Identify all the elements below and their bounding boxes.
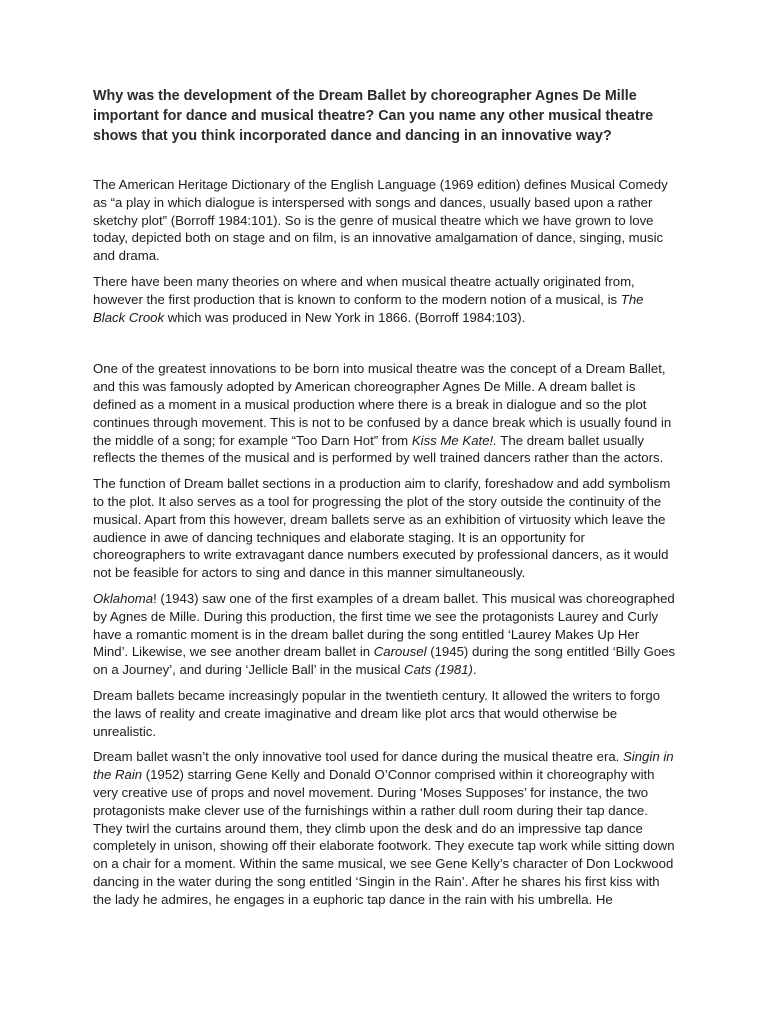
text-run: There have been many theories on where and when musical theatre actually originated from, however the first production that is known to conform to the modern notion of a musical, is — [93, 273, 635, 307]
text-run: . — [472, 662, 477, 678]
text-run: Dream ballet wasn’t the only innovative tool used for dance during the musical theatre era. — [93, 749, 623, 765]
italic-title: Carousel — [373, 644, 427, 660]
paragraph-singin-in-the-rain — [93, 748, 677, 908]
italic-title: Singin in the Rain — [93, 749, 674, 783]
paragraph-definition: The American Heritage Dictionary of the English Language (1969 edition) defines Musical Comedy as “a play in which dialogue is interspersed with songs and dances, usually based upon a rather sketchy plot” (Borroff 1984:101). So is the genre of musical theatre which we have grown to love today, depicted both on stage and on film, is an innovative amalgamation of dance, singing, music and drama. — [93, 177, 668, 264]
paragraph-popularity: Dream ballets became increasingly popular in the twentieth century. It allowed the writers to forgo the laws of reality and create imaginative and dream like plot arcs that would otherwise be unrealistic. — [93, 687, 661, 739]
section-gap — [93, 334, 677, 360]
text-run: The dream ballet usually reflects the themes of the musical and is performed by well trained dancers rather than the actors. — [93, 432, 664, 466]
italic-title: Cats (1981) — [404, 662, 473, 678]
text-run: One of the greatest innovations to be born into musical theatre was the concept of a Dream Ballet, and this was famously adopted by American choreographer Agnes De Mille. A dream ballet is defined as a moment in a musical production where there is a break in dialogue and so the plot continues through movement. This is not to be confused by a dance break which is usually found in the middle of a song; for example “Too Darn Hot” from — [93, 361, 672, 448]
italic-title: The Black Crook — [93, 291, 644, 325]
question-heading: Why was the development of the Dream Ballet by choreographer Agnes De Mille important for dance and musical theatre? Can you name any other musical theatre shows that you think incorporated dance and dancing in an innovative way? — [93, 88, 654, 144]
text-run: ! (1943) saw one of the first examples of a dream ballet. This musical was choreographed by Agnes de Mille. During this production, the first time we see the protagonists Laurey and Curly have a romantic moment is in the dream ballet during the song entitled ‘Laurey Makes Up Her Mind’. Likewise, we see another dream ballet in — [93, 590, 675, 660]
italic-title: Oklahoma — [93, 590, 154, 606]
paragraph-dream-ballet — [93, 360, 677, 467]
text-run: (1945) during the song entitled ‘Billy Goes on a Journey’, and during ‘Jellicle Ball’ in the musical — [93, 644, 676, 678]
paragraph-function: The function of Dream ballet sections in a production aim to clarify, foreshadow and add symbolism to the plot. It also serves as a tool for progressing the plot of the story outside the continuity of the musical. Apart from this however, dream ballets serve as an exhibition of virtuosity which leave the audience in awe of dancing techniques and elaborate staging. It is an opportunity for choreographers to write extravagant dance numbers executed by professional dancers, as it would not be feasible for actors to sing and dance in this manner simultaneously. — [93, 476, 671, 581]
text-run: which was produced in New York in 1866. (Borroff 1984:103). — [164, 309, 526, 325]
paragraph-origins — [93, 273, 677, 326]
text-run: (1952) starring Gene Kelly and Donald O’Connor comprised within it choreography with very creative use of props and novel movement. During ‘Moses Supposes’ for instance, the two protagonists make clever use of the furnishings within a rather dull room during their tap dance. They twirl the curtains around them, they climb upon the desk and do an impressive tap dance completely in unison, showing off their elaborate footwork. They execute tap work while sitting down on a chair for a moment. Within the same musical, we see Gene Kelly’s character of Don Lockwood dancing in the water during the song entitled ‘Singin in the Rain’. After he shares his first kiss with the lady he admires, he engages in a euphoric tap dance in the rain with his umbrella. He — [93, 767, 675, 907]
italic-title: Kiss Me Kate!. — [411, 432, 497, 448]
paragraph-oklahoma — [93, 590, 677, 679]
document-page — [93, 86, 677, 916]
